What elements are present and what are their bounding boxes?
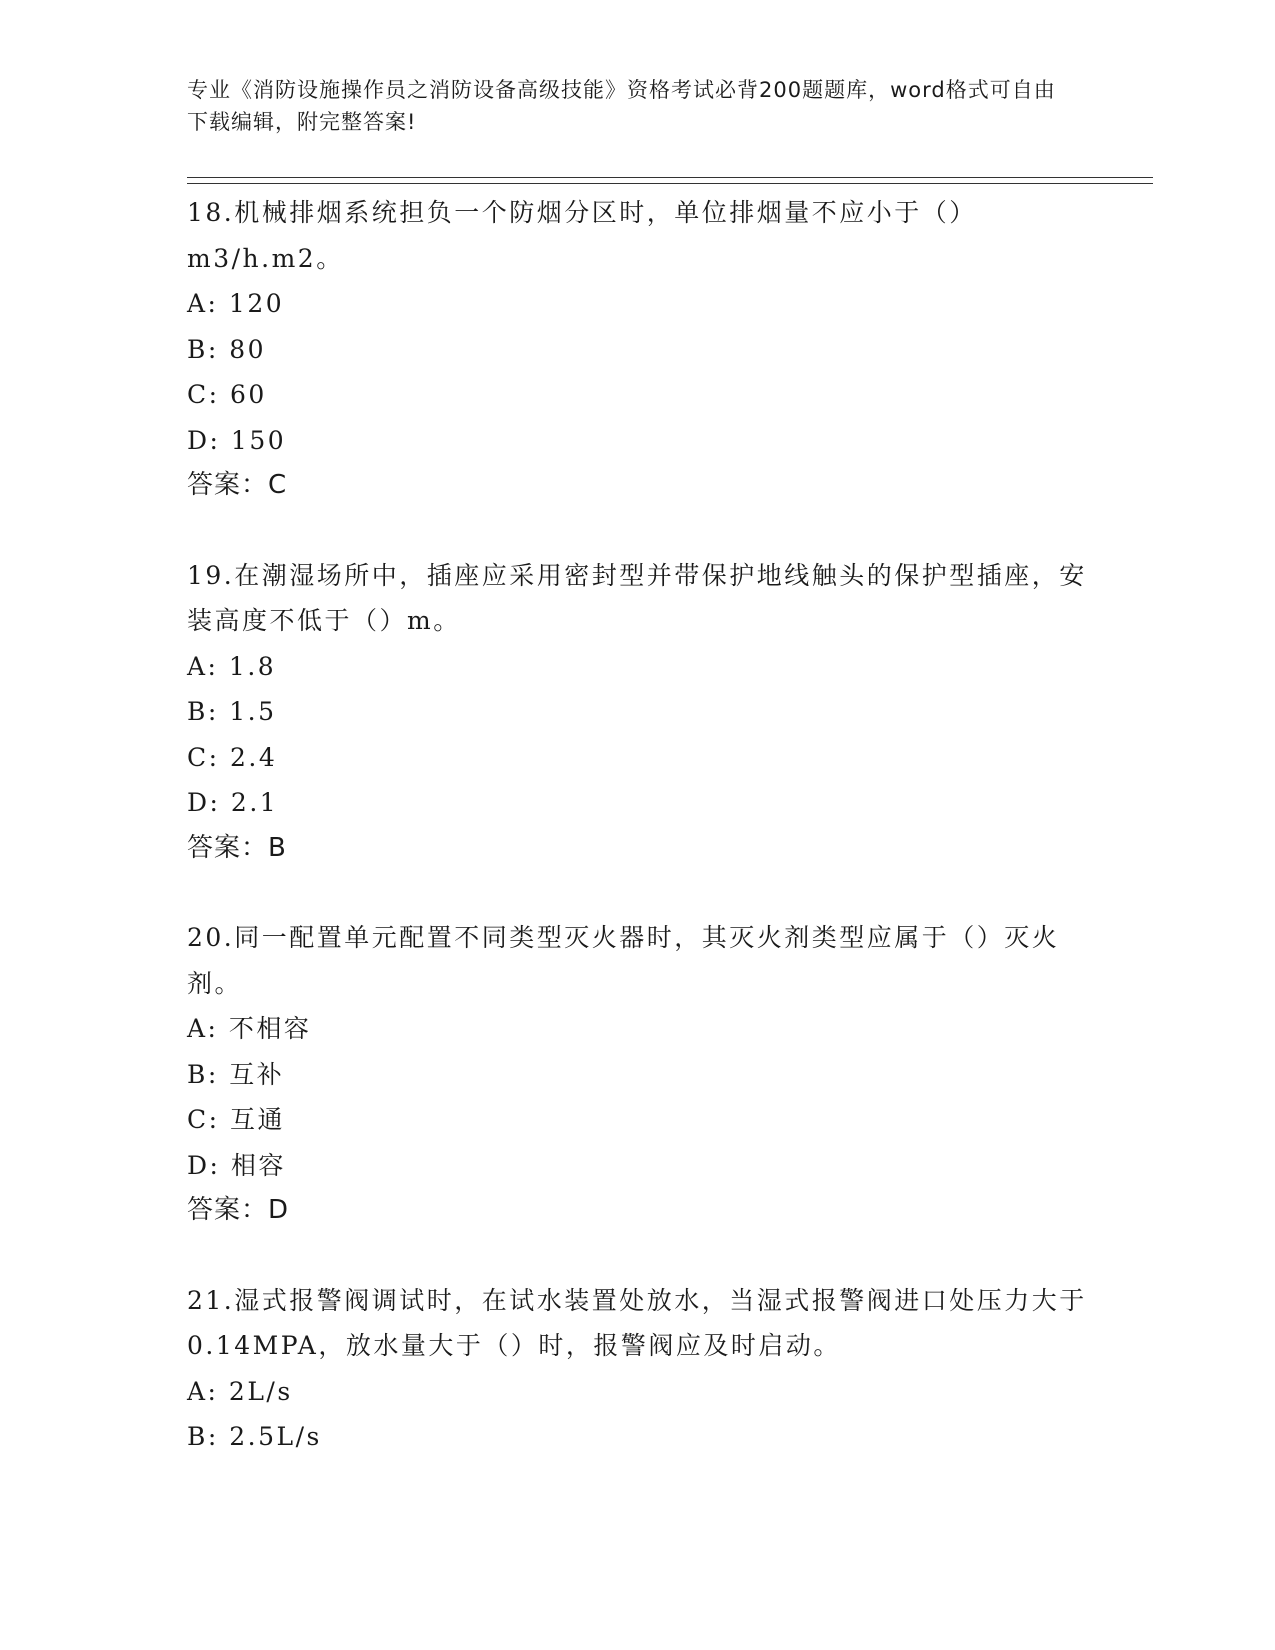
question-18 [187, 190, 1087, 509]
option-b: B: 1.5 [187, 697, 277, 726]
option-d: D: 2.1 [187, 788, 279, 817]
question-19 [187, 553, 1087, 872]
answer: 答案：C [187, 470, 288, 500]
answer: 答案：D [187, 1195, 290, 1225]
question-text: 18.机械排烟系统担负一个防烟分区时，单位排烟量不应小于（）m3/h.m2。 [187, 198, 977, 273]
option-c: C: 60 [187, 380, 267, 409]
question-list [187, 190, 1087, 1504]
question-text: 20.同一配置单元配置不同类型灭火器时，其灭火剂类型应属于（）灭火剂。 [187, 923, 1060, 998]
option-d: D: 150 [187, 425, 287, 455]
question-20 [187, 915, 1087, 1234]
option-c: C: 2.4 [187, 742, 278, 772]
question-21 [187, 1278, 1087, 1460]
option-b: B: 互补 [187, 1059, 285, 1089]
option-a: A: 2L/s [187, 1376, 293, 1406]
header-divider-bottom [187, 183, 1153, 184]
option-a: A: 120 [187, 289, 285, 318]
document-header: 专业《消防设施操作员之消防设备高级技能》资格考试必背200题题库，word格式可自由下载编辑，附完整答案! [187, 78, 1056, 134]
option-a: A: 1.8 [187, 651, 277, 681]
option-b: B: 2.5L/s [187, 1422, 322, 1451]
answer: 答案：B [187, 832, 287, 863]
option-b: B: 80 [187, 334, 267, 364]
header-divider-top [187, 177, 1153, 178]
option-a: A: 不相容 [187, 1014, 312, 1043]
option-d: D: 相容 [187, 1150, 286, 1180]
question-text: 21.湿式报警阀调试时，在试水装置处放水，当湿式报警阀进口处压力大于0.14MPA，放水量大于（）时，报警阀应及时启动。 [187, 1285, 1087, 1360]
option-c: C: 互通 [187, 1105, 285, 1134]
question-text: 19.在潮湿场所中，插座应采用密封型并带保护地线触头的保护型插座，安装高度不低于（）m。 [187, 560, 1087, 635]
